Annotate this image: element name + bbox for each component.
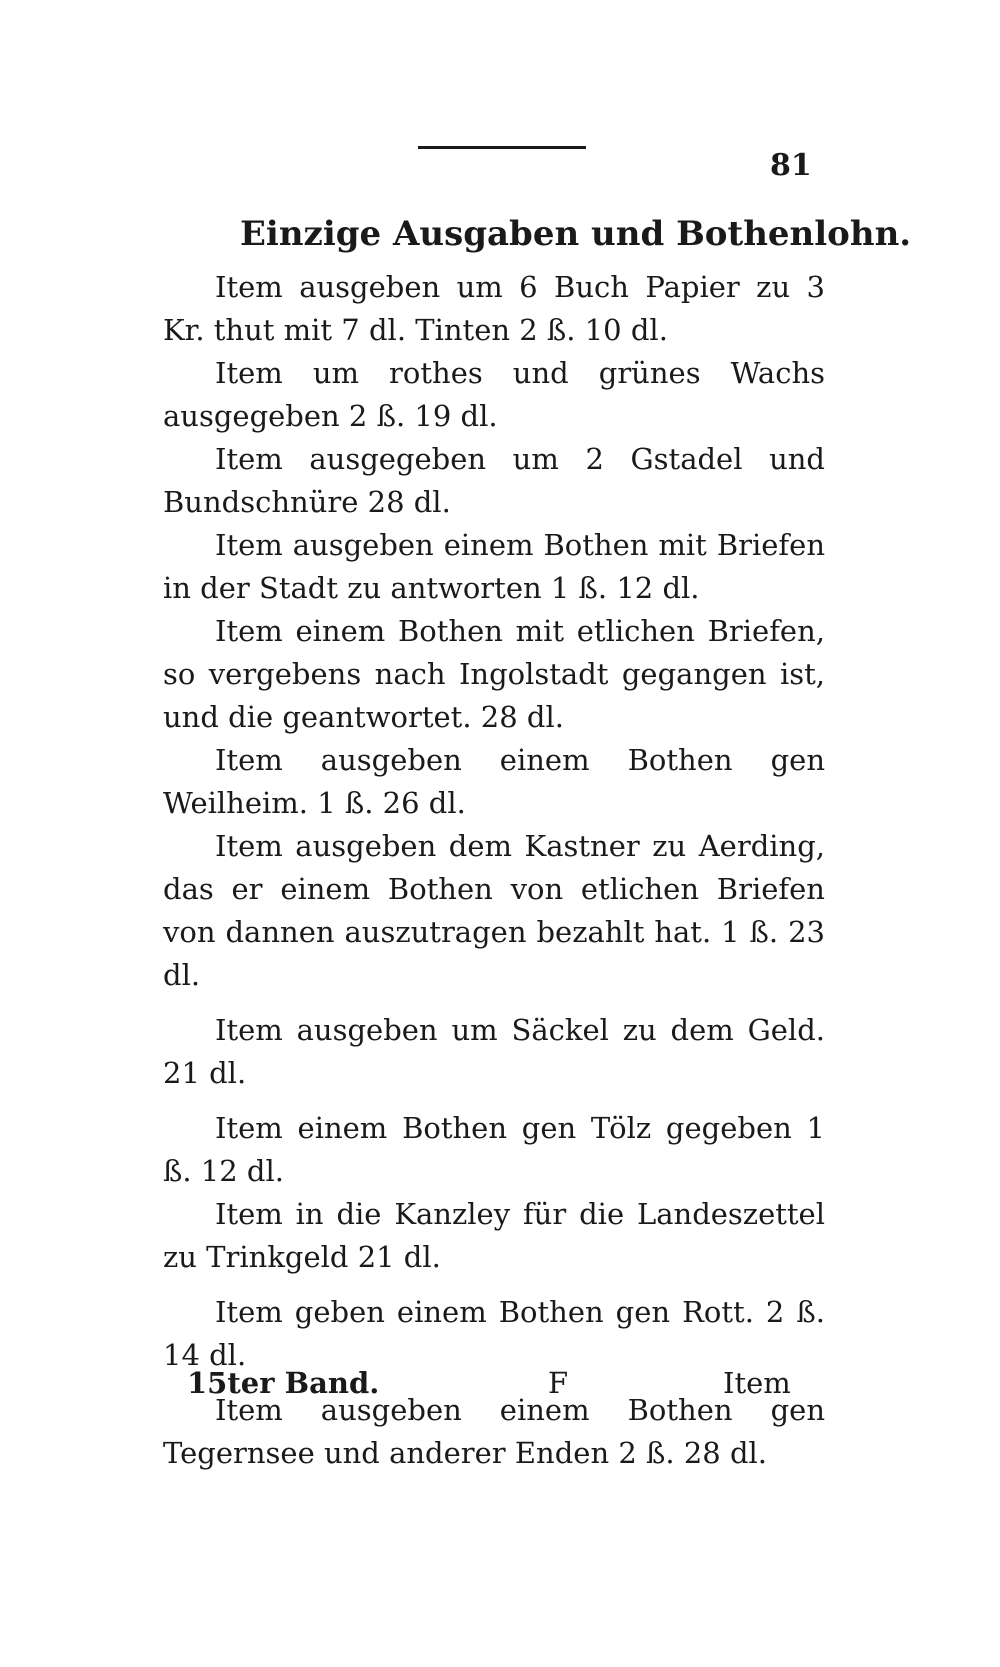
entry-messenger-tegernsee: Item ausgeben einem Bothen gen Tegernsee und anderer Enden 2 ß. 28 dl. [163, 1393, 825, 1470]
sheet-mark: F [548, 1366, 569, 1400]
entry-gstadel: Item ausgegeben um 2 Gstadel und Bundschnüre 28 dl. [163, 442, 825, 519]
page-number: 81 [770, 148, 812, 183]
entry-messenger-rott: Item geben einem Bothen gen Rott. 2 ß. 14 dl. [163, 1295, 825, 1372]
catchword: Item [723, 1366, 791, 1400]
entry-saeckel: Item ausgeben um Säckel zu dem Geld. 21 dl. [163, 1013, 825, 1090]
entry-kanzley: Item in die Kanzley für die Landeszettel zu Trinkgeld 21 dl. [163, 1197, 825, 1274]
entry-messenger-ingolstadt: Item einem Bothen mit etlichen Briefen, so vergebens nach Ingolstadt gegangen ist, und die geantwortet. 28 dl. [163, 614, 825, 734]
entries-list [163, 266, 825, 1475]
header-rule [418, 146, 586, 149]
entry-kastner-aerding: Item ausgeben dem Kastner zu Aerding, das er einem Bothen von etlichen Briefen von dannen auszutragen bezahlt hat. 1 ß. 23 dl. [163, 829, 825, 992]
volume-signature: 15ter Band. [187, 1366, 380, 1400]
page-footer [163, 1366, 803, 1410]
entry-messenger-city: Item ausgeben einem Bothen mit Briefen in der Stadt zu antworten 1 ß. 12 dl. [163, 528, 825, 605]
entry-paper: Item ausgeben um 6 Buch Papier zu 3 Kr. thut mit 7 dl. Tinten 2 ß. 10 dl. [163, 270, 825, 347]
entry-wax: Item um rothes und grünes Wachs ausgegeben 2 ß. 19 dl. [163, 356, 825, 433]
entry-messenger-weilheim: Item ausgeben einem Bothen gen Weilheim. 1 ß. 26 dl. [163, 743, 825, 820]
entry-messenger-toelz: Item einem Bothen gen Tölz gegeben 1 ß. 12 dl. [163, 1111, 825, 1188]
section-heading: Einzige Ausgaben und Bothenlohn. [240, 214, 912, 254]
